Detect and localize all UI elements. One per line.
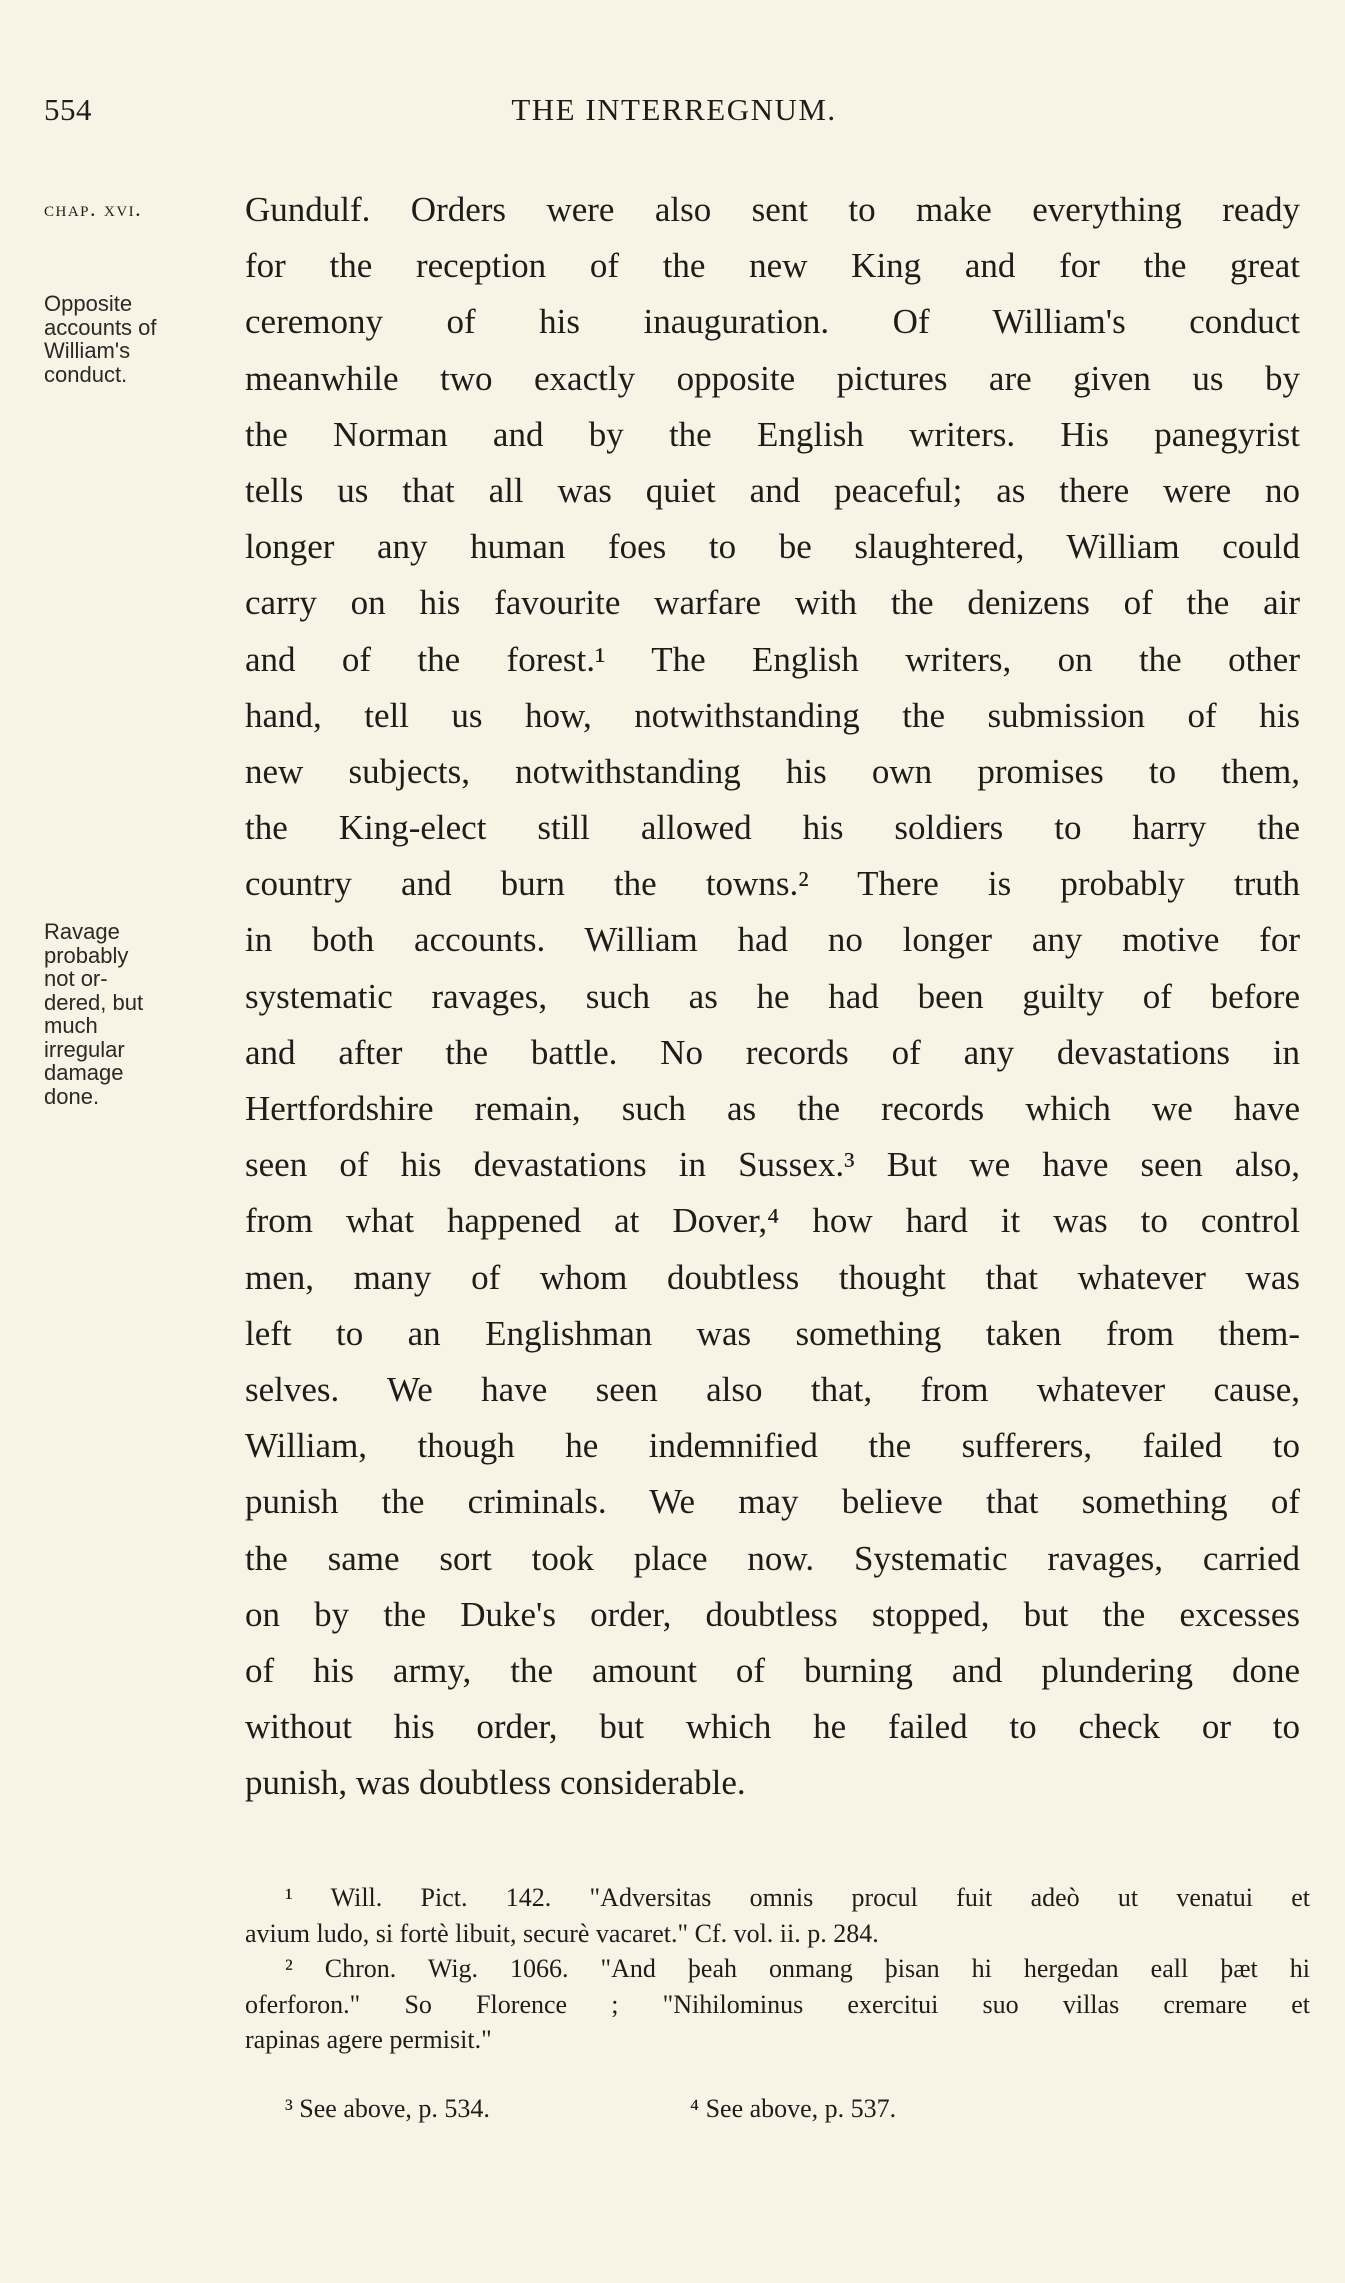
body-line: carry on his favourite warfare with the denizens of the air <box>245 583 1300 623</box>
body-line: new subjects, notwithstanding his own promises to them, <box>245 751 1300 791</box>
margin-note-line: Opposite <box>44 291 133 316</box>
margin-note-line: probably <box>44 942 129 968</box>
body-line: from what happened at Dover,⁴ how hard it was to control <box>245 1201 1300 1241</box>
body-line: hand, tell us how, notwithstanding the submission of his <box>245 695 1300 735</box>
body-line: selves. We have seen also that, from whatever cause, <box>245 1369 1300 1409</box>
body-line: punish, was doubtless considerable. <box>245 1763 746 1803</box>
body-line: systematic ravages, such as he had been guilty of before <box>245 976 1300 1016</box>
body-text <box>245 182 1300 1811</box>
body-line: longer any human foes to be slaughtered, William could <box>245 527 1300 567</box>
body-line: without his order, but which he failed to check or to <box>245 1707 1300 1747</box>
margin-note-line: damage <box>44 1060 124 1085</box>
footnote-line: ² Chron. Wig. 1066. "And þeah onmang þisan hi hergedan eall þæt hi <box>285 1954 1310 1983</box>
body-line: left to an Englishman was something taken from them- <box>245 1313 1300 1353</box>
body-line: and after the battle. No records of any devastations in <box>245 1032 1300 1072</box>
footnote-line: avium ludo, si fortè libuit, securè vacaret." Cf. vol. ii. p. 284. <box>245 1918 879 1948</box>
footnote-4: ⁴ See above, p. 537. <box>690 2094 897 2123</box>
body-line: the King-elect still allowed his soldiers to harry the <box>245 808 1300 848</box>
body-line: ceremony of his inauguration. Of William's conduct <box>245 302 1300 342</box>
margin-note-line: done. <box>44 1083 100 1109</box>
body-line: meanwhile two exactly opposite pictures are given us by <box>245 358 1300 398</box>
footnotes <box>245 1880 1310 2058</box>
body-line: punish the criminals. We may believe that something of <box>245 1482 1300 1522</box>
body-line: Hertfordshire remain, such as the records which we have <box>245 1089 1300 1128</box>
footnote-line: rapinas agere permisit." <box>245 2025 492 2054</box>
page-number: 554 <box>44 92 92 127</box>
body-line: on by the Duke's order, doubtless stopped, but the excesses <box>245 1594 1300 1634</box>
margin-note-line: Ravage <box>44 919 120 944</box>
margin-note-line: conduct. <box>44 361 128 387</box>
chapter-label: chap. xvi. <box>44 196 143 221</box>
body-line: tells us that all was quiet and peaceful; as there were no <box>245 470 1300 510</box>
running-head <box>44 92 1304 136</box>
footnote-3: ³ See above, p. 534. <box>285 2094 490 2123</box>
footnote-refs <box>285 2094 1285 2134</box>
margin-note-line: irregular <box>44 1036 125 1062</box>
margin-note-line: accounts of <box>44 314 157 340</box>
margin-note-line: not or- <box>44 966 108 991</box>
footnote-line: oferforon." So Florence ; "Nihilominus exercitui suo villas cremare et <box>245 1989 1310 2019</box>
margin-note-opposite-accounts <box>44 292 244 386</box>
body-line: in both accounts. William had no longer any motive for <box>245 920 1300 960</box>
running-title: THE INTERREGNUM. <box>511 92 837 127</box>
body-line: and of the forest.¹ The English writers, on the other <box>245 639 1300 679</box>
footnote-line: ¹ Will. Pict. 142. "Adversitas omnis procul fuit adeò ut venatui et <box>285 1883 1310 1912</box>
margin-note-line: William's <box>44 338 131 363</box>
body-line: Gundulf. Orders were also sent to make everything ready <box>245 190 1300 229</box>
margin-note-ravage <box>44 920 244 1108</box>
body-line: seen of his devastations in Sussex.³ But we have seen also, <box>245 1145 1300 1185</box>
margin-note-line: much <box>44 1013 98 1038</box>
body-line: the same sort took place now. Systematic ravages, carried <box>245 1538 1300 1578</box>
body-line: William, though he indemnified the sufferers, failed to <box>245 1426 1300 1466</box>
margin-note-line: dered, but <box>44 989 144 1015</box>
body-line: the Norman and by the English writers. His panegyrist <box>245 414 1300 454</box>
body-line: country and burn the towns.² There is probably truth <box>245 864 1300 904</box>
body-line: of his army, the amount of burning and plundering done <box>245 1650 1300 1690</box>
body-line: for the reception of the new King and for the great <box>245 246 1300 286</box>
body-line: men, many of whom doubtless thought that whatever was <box>245 1257 1300 1297</box>
